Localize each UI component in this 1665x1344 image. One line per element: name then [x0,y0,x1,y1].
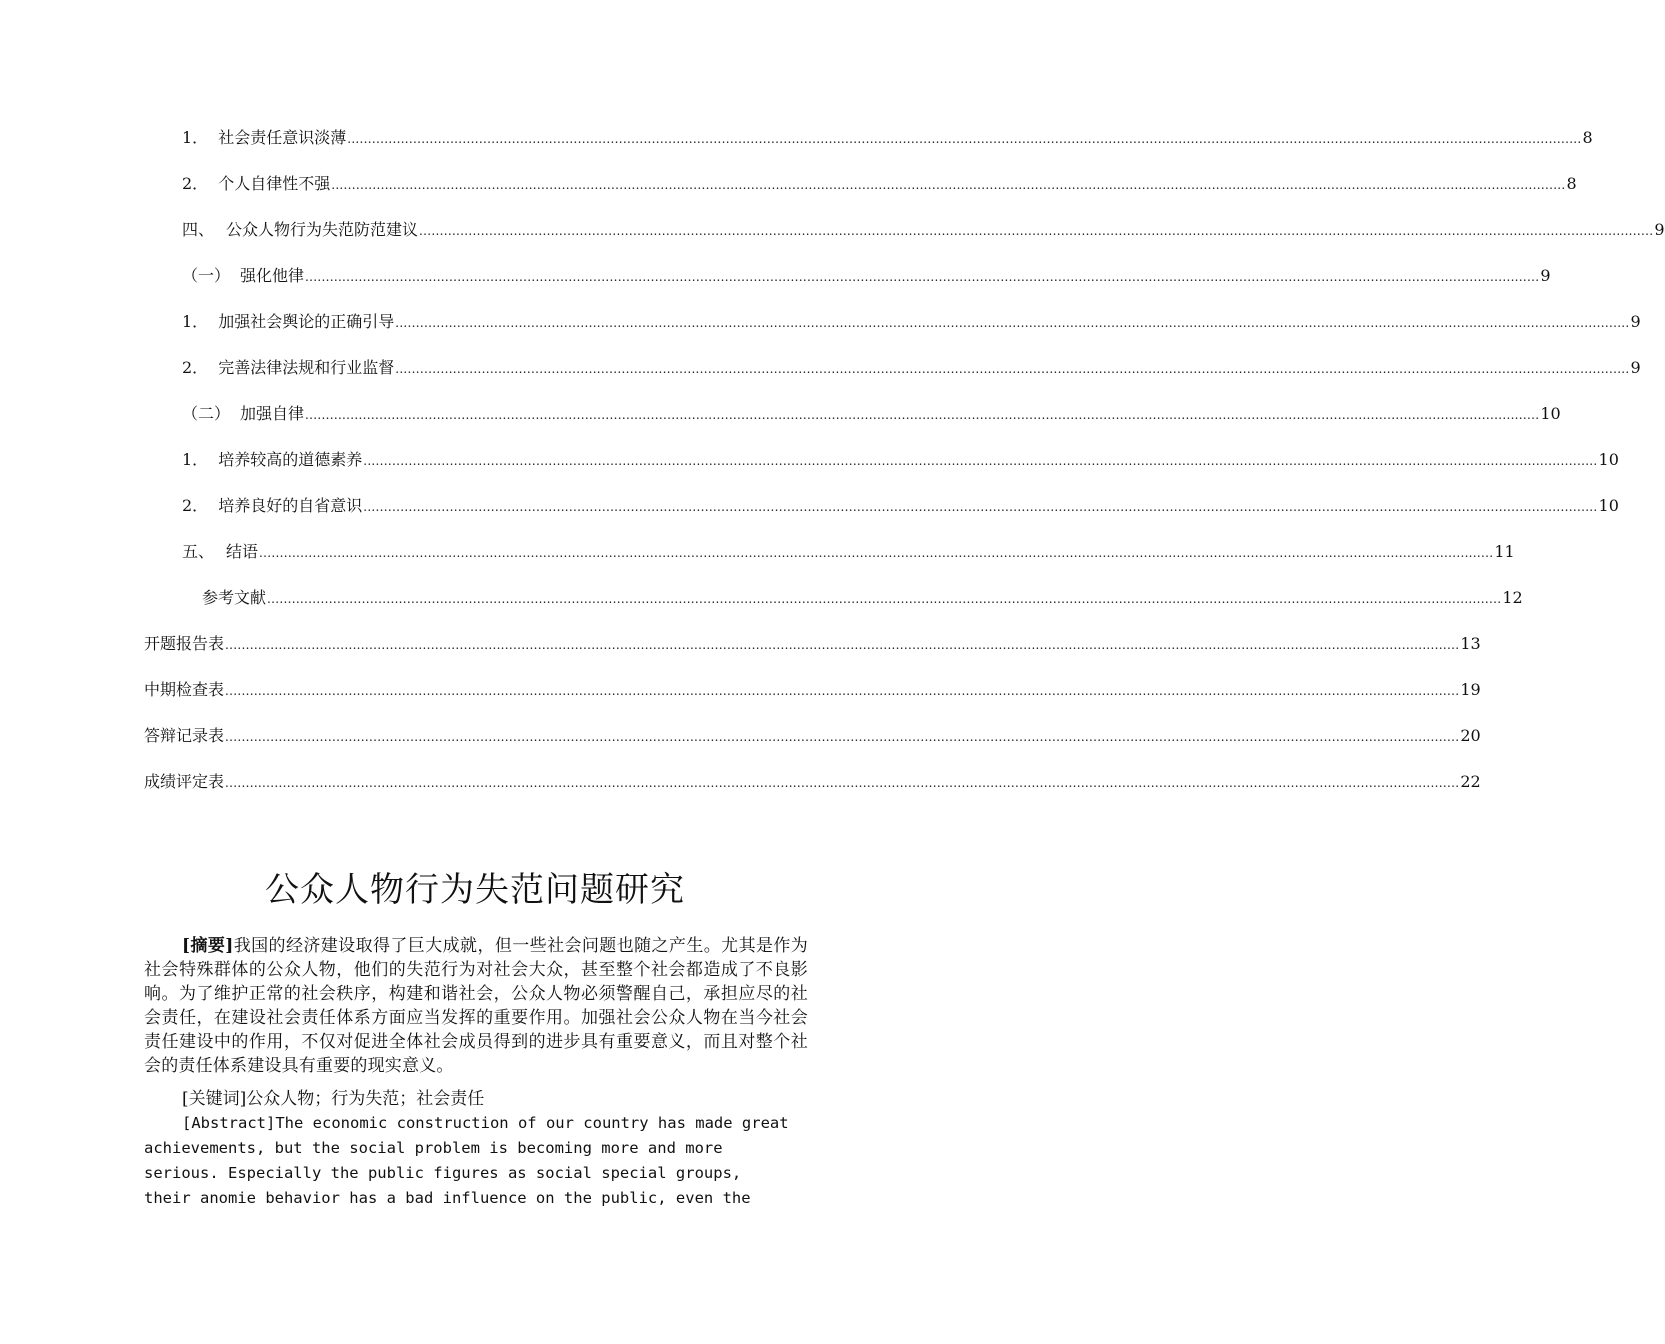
abstract-text: 我国的经济建设取得了巨大成就，但一些社会问题也随之产生。尤其是作为社会特殊群体的公众人物，他们的失范行为对社会大众，甚至整个社会都造成了不良影响。为了维护正常的社会秩序，构建和谐社会，公众人物必须警醒自己，承担应尽的社会责任，在建设社会责任体系方面应当发挥的重要作用。加强社会公众人物在当今社会责任建设中的作用，不仅对促进全体社会成员得到的进步具有重要意义，而且对整个社会的责任体系建设具有重要的现实意义。 [144,936,808,1076]
toc-entry[interactable] [182,446,1619,470]
toc-leader: ............................................................................................................................................................................................................................................................................................................ [225,638,1460,652]
toc-number: 五、 [182,542,215,561]
toc-entry[interactable] [182,216,1665,240]
toc-leader: ............................................................................................................................................................................................................................................................................................................ [305,408,1540,422]
toc-entry[interactable] [202,584,1523,608]
toc-page-number: 13 [1460,634,1481,653]
keywords [182,1087,802,1111]
toc-page-number: 12 [1502,588,1523,607]
toc-leader: ............................................................................................................................................................................................................................................................................................................ [305,270,1540,284]
toc-entry[interactable] [182,492,1619,516]
toc-title: 参考文献 [202,588,267,607]
toc-page-number: 9 [1654,220,1665,239]
toc-page-number: 9 [1630,358,1641,377]
toc-title: 答辩记录表 [144,726,225,745]
toc-leader: ............................................................................................................................................................................................................................................................................................................ [363,500,1598,514]
toc-leader: ............................................................................................................................................................................................................................................................................................................ [267,592,1502,606]
abstract-label: [摘要] [182,936,234,956]
english-abstract-line: achievements, but the social problem is becoming more and more [144,1139,723,1157]
toc-page-number: 10 [1540,404,1561,423]
toc-title: 加强自律 [240,404,305,423]
toc-title: 加强社会舆论的正确引导 [218,312,395,331]
toc-entry[interactable] [144,768,1481,792]
toc-page-number: 19 [1460,680,1481,699]
toc-title: 培养良好的自省意识 [218,496,363,515]
toc-title: 培养较高的道德素养 [218,450,363,469]
toc-title: 公众人物行为失范防范建议 [226,220,419,239]
english-abstract-line: their anomie behavior has a bad influence on the public, even the [144,1189,751,1207]
toc-page-number: 10 [1598,450,1619,469]
toc-leader: ............................................................................................................................................................................................................................................................................................................ [395,316,1630,330]
toc-leader: ............................................................................................................................................................................................................................................................................................................ [259,546,1494,560]
toc-entry[interactable] [182,538,1515,562]
toc-leader: ............................................................................................................................................................................................................................................................................................................ [419,224,1654,238]
toc-leader: ............................................................................................................................................................................................................................................................................................................ [225,730,1460,744]
toc-entry[interactable] [182,400,1561,424]
toc-page-number: 20 [1460,726,1481,745]
english-abstract [144,1111,816,1211]
toc-page-number: 11 [1494,542,1515,561]
toc-number: （二） [182,404,231,423]
english-abstract-line: serious. Especially the public figures as social special groups, [144,1164,742,1182]
toc-title: 成绩评定表 [144,772,225,791]
toc-page-number: 9 [1630,312,1641,331]
toc-number: （一） [182,266,231,285]
toc-page-number: 10 [1598,496,1619,515]
toc-entry[interactable] [144,630,1481,654]
toc-leader: ............................................................................................................................................................................................................................................................................................................ [225,776,1460,790]
toc-title: 中期检查表 [144,680,225,699]
toc-leader: ............................................................................................................................................................................................................................................................................................................ [331,178,1566,192]
keywords-text: 公众人物；行为失范；社会责任 [246,1089,485,1109]
chinese-abstract [144,934,808,1078]
toc-number: 2． [182,496,209,515]
toc-entry[interactable] [182,308,1641,332]
toc-leader: ............................................................................................................................................................................................................................................................................................................ [347,132,1582,146]
toc-entry[interactable] [144,722,1481,746]
toc-page-number: 8 [1582,128,1593,147]
toc-number: 1． [182,128,209,147]
toc-entry[interactable] [144,676,1481,700]
toc-number: 1． [182,312,209,331]
toc-number: 2． [182,174,209,193]
toc-leader: ............................................................................................................................................................................................................................................................................................................ [395,362,1630,376]
english-abstract-label: [Abstract] [182,1114,276,1132]
toc-page-number: 9 [1540,266,1551,285]
toc-number: 四、 [182,220,215,239]
toc-title: 社会责任意识淡薄 [218,128,347,147]
paper-title: 公众人物行为失范问题研究 [265,870,685,910]
toc-title: 强化他律 [240,266,305,285]
toc-page-number: 8 [1566,174,1577,193]
toc-title: 完善法律法规和行业监督 [218,358,395,377]
toc-entry[interactable] [182,262,1551,286]
toc-leader: ............................................................................................................................................................................................................................................................................................................ [225,684,1460,698]
toc-entry[interactable] [182,354,1641,378]
toc-title: 个人自律性不强 [218,174,331,193]
toc-title: 结语 [226,542,259,561]
toc-title: 开题报告表 [144,634,225,653]
toc-number: 1． [182,450,209,469]
english-abstract-line: [Abstract]The economic construction of our country has made great [182,1114,789,1132]
keywords-label: [关键词] [182,1089,247,1109]
toc-page-number: 22 [1460,772,1481,791]
toc-entry[interactable] [182,170,1577,194]
toc-number: 2． [182,358,209,377]
toc-entry[interactable] [182,124,1593,148]
toc-leader: ............................................................................................................................................................................................................................................................................................................ [363,454,1598,468]
